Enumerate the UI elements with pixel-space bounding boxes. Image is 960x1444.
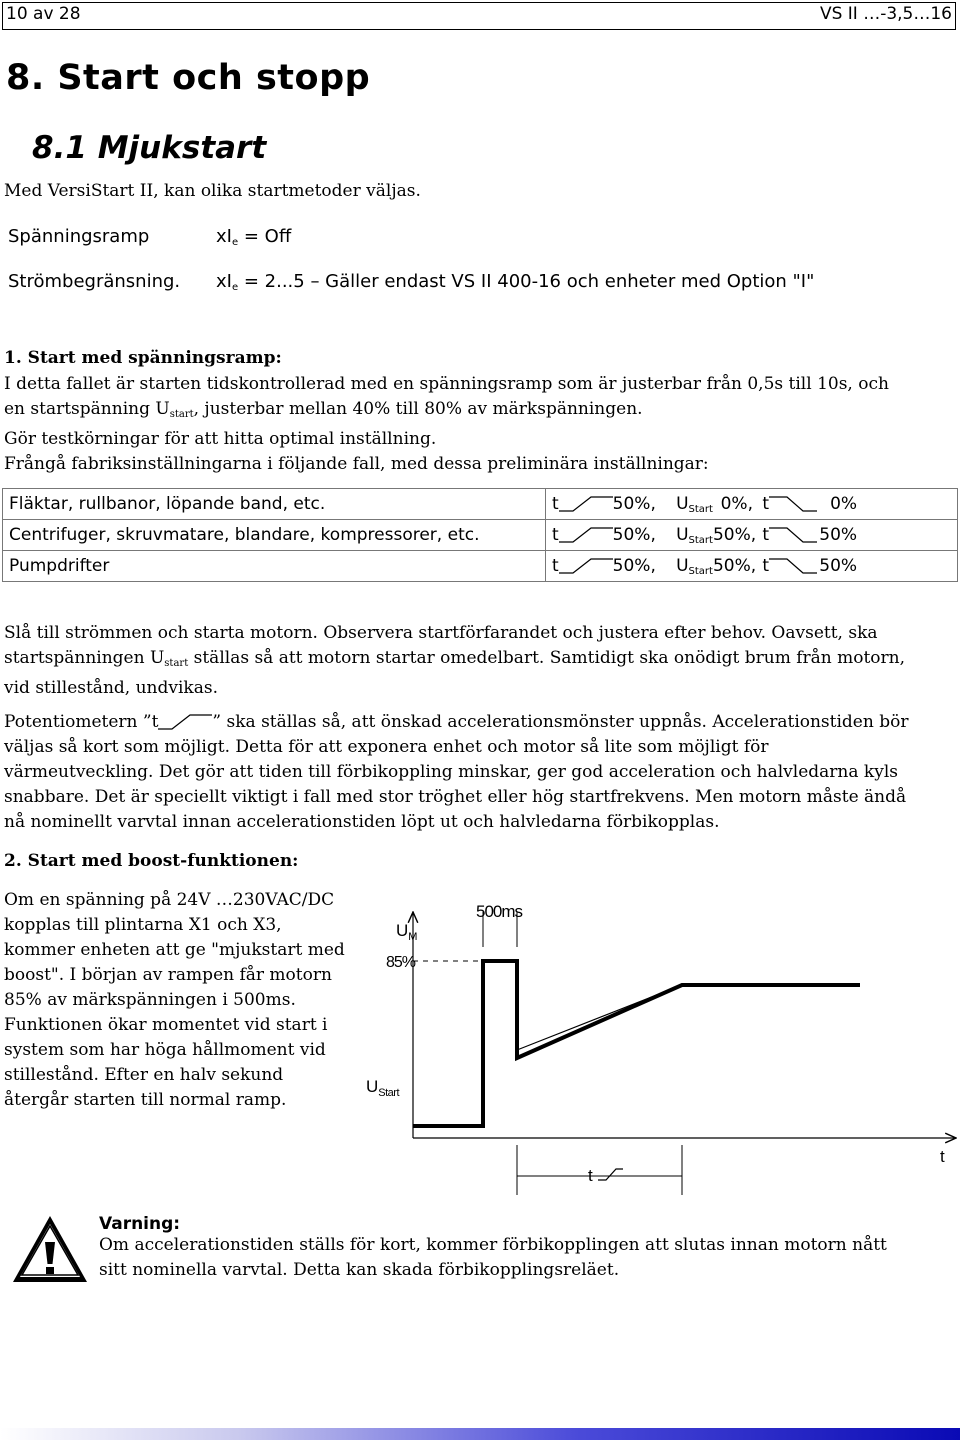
warning-text: Om accelerationstiden ställs för kort, kommer förbikopplingen att slutas innan motorn nått sitt nominella varvtal. Detta kan skada förbikopplingsreläet. [99,1235,887,1280]
table-row [3,520,958,551]
ramp-up-icon [598,1169,623,1180]
section2-heading: 2. Start med boost-funktionen: [4,851,299,871]
ramp-down-icon [769,496,817,512]
mode-label-current-limit: Strömbegränsning. [8,271,181,292]
label-time-axis: t [940,1147,945,1166]
ramp-up-icon [559,558,613,574]
ramp-up-icon [158,714,212,730]
section1-heading: 1. Start med spänningsramp: [4,348,282,368]
label-85-percent: 85% [386,954,416,971]
page-title: 8. Start och stopp [6,58,371,98]
settings-cell: t 50%, $U_{Start}50\%$, t 50% [546,551,958,582]
mode-label-voltage-ramp: Spänningsramp [8,226,150,247]
section-title: 8.1 Mjukstart [32,130,267,166]
application-cell: Centrifuger, skruvmatare, blandare, kompressorer, etc. [3,520,546,551]
intro-text: Med VersiStart II, kan olika startmetoder väljas. [4,181,421,201]
table-row [3,489,958,520]
application-cell: Fläktar, rullbanor, löpande band, etc. [3,489,546,520]
boost-diagram [360,890,960,1200]
settings-table [2,488,958,582]
potentiometer-paragraph: Potentiometern ”t ” ska ställas så, att önskad accelerationsmönster uppnås. Accelerationstiden bör väljas så kort som möjligt. Detta för att exponera enhet och motor så lite som möjligt för värmeutveckling. Det gör att tiden till förbikoppling minskar, ger god acceleration och halvledarna kyls snabbare. Det är speciellt viktigt i fall med stor tröghet eller hög startfrekvens. Men motorn måste ändå nå nominellt varvtal innan accelerationstiden löpt ut och halvledarna förbikopplas. [4,712,909,832]
warning-title: Varning: [99,1214,181,1234]
page-number: 10 av 28 [6,4,81,24]
label-ustart: $U_{Start}$ [366,1077,400,1099]
ramp-up-icon [559,527,613,543]
label-ramp-time: t [588,1166,593,1185]
page-header [2,2,956,30]
footer-bar [0,1428,960,1440]
section2-body: Om en spänning på 24V …230VAC/DC kopplas till plintarna X1 och X3, kommer enheten att ge "mjukstart med boost". I början av rampen får motorn 85% av märkspänningen i 500ms. Funktionen ökar momentet vid start i system som har höga hållmoment vid stillestånd. Efter en halv sekund återgår starten till normal ramp. [4,890,345,1110]
mode-value-voltage-ramp: $xI_e$ = Off [216,226,292,248]
boost-curve [413,961,860,1126]
label-um: $U_M$ [396,921,418,943]
label-500ms: 500ms [476,902,523,921]
table-row [3,551,958,582]
instruction-paragraph: Slå till strömmen och starta motorn. Observera startförfarandet och justera efter behov. Oavsett, ska startspänningen $U_{start}$ ställas så att motorn startar omedelbart. Samtidigt ska onödigt brum från motorn, vid stillestånd, undvikas. [4,623,906,698]
application-cell: Pumpdrifter [3,551,546,582]
settings-cell: t 50%, $U_{Start}50\%$, t 50% [546,520,958,551]
ramp-up-icon [559,496,613,512]
mode-value-current-limit: $xI_e = 2...5$ – Gäller endast VS II 400-16 och enheter med Option "I" [216,271,815,293]
settings-cell: t 50%, $U_{Start}$ 0%, t 0% [546,489,958,520]
ramp-down-icon [769,558,817,574]
warning-icon [10,1213,90,1285]
ramp-down-icon [769,527,817,543]
model-range: VS II …-3,5…16 [819,4,952,24]
section1-body: I detta fallet är starten tidskontrollerad med en spänningsramp som är justerbar från 0,5s till 10s, och en startspänning $U_{start}$, justerbar mellan 40% till 80% av märkspänningen. Gör testkörningar för att hitta optimal inställning. Frångå fabriksinställningarna i följande fall, med dessa preliminära inställningar: [4,374,889,474]
